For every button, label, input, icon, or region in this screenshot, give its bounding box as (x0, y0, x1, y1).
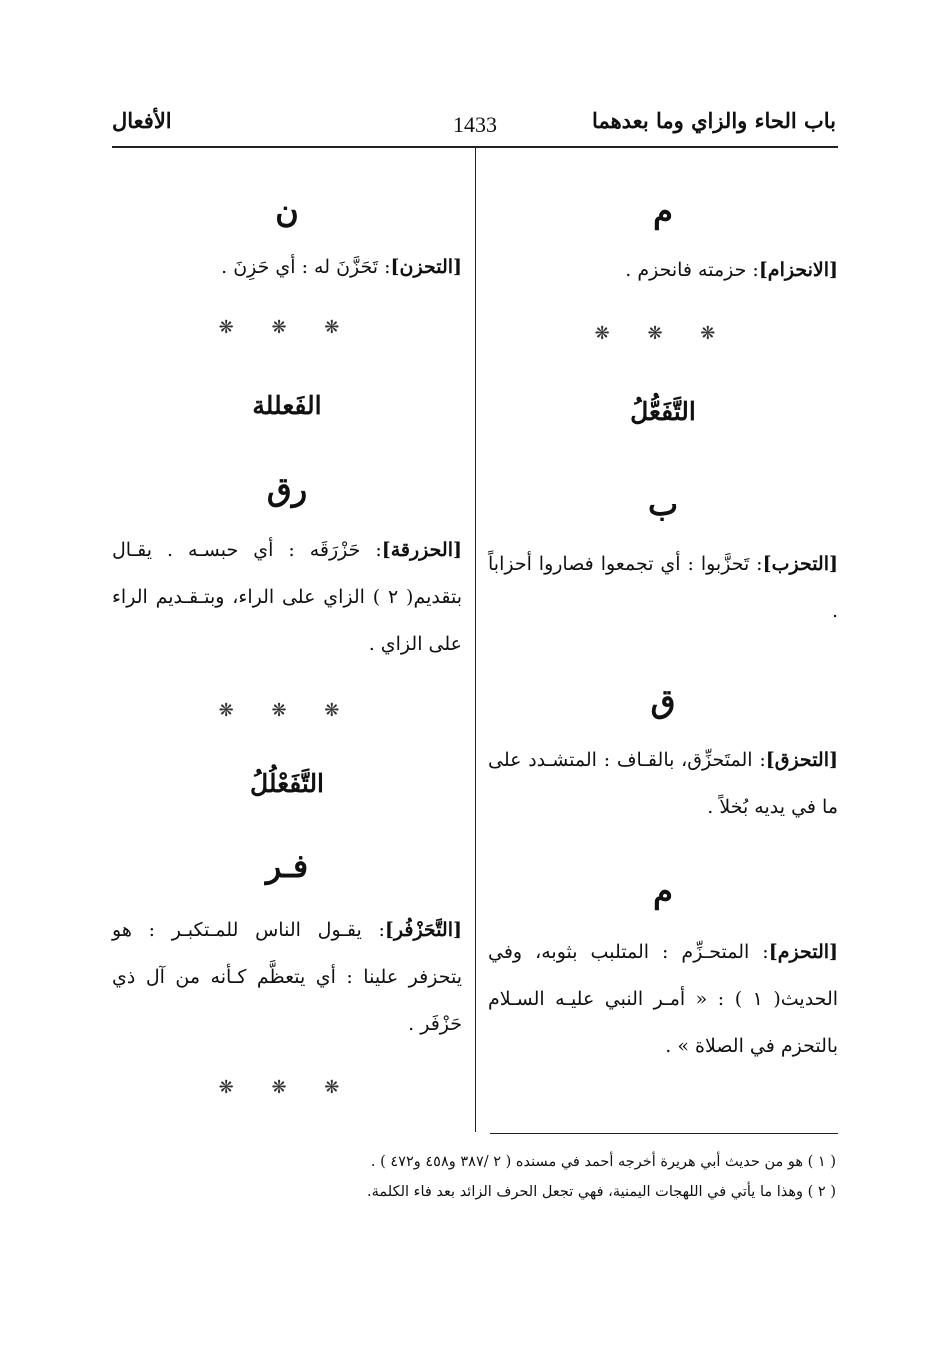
entry-term: [الانحزام] (758, 259, 838, 281)
section-separator: ❋ ❋ ❋ (218, 1077, 356, 1098)
entry-definition: : تَحزَّبوا : أي تجمعوا فصاروا أحزاباً . (488, 553, 838, 622)
entry-definition: : حَزْرَقَه : أي حبسـه . يقـال بتقديم( ٢ ) الزاي على الراء، وبتـقـديم الراء على الزاي . (112, 539, 462, 655)
dictionary-entry (488, 929, 838, 1070)
root-letter-heading: ب (647, 485, 679, 523)
root-letter-heading: م (653, 192, 673, 230)
entry-term: [التَّحَزْفُر] (384, 919, 462, 941)
entry-term: [الحزرقة] (381, 539, 462, 561)
category-title: الأفعال (112, 108, 172, 133)
footnote: ( ١ ) هو من حديث أبي هريرة أخرجه أحمد في مسنده ( ٢ /٣٨٧ و٤٥٨ و٤٧٢ ) . (370, 1154, 836, 1170)
section-title: باب الحاء والزاي وما بعدهما (592, 108, 836, 133)
column-divider (475, 147, 476, 1132)
dictionary-entry (112, 527, 462, 668)
footnote-rule (490, 1133, 838, 1134)
footnote: ( ٢ ) وهذا ما يأتي في اللهجات اليمنية، فهي تجعل الحرف الزائد بعد فاء الكلمة. (367, 1184, 836, 1200)
dictionary-entry (112, 907, 462, 1048)
dictionary-entry (488, 541, 838, 635)
root-letter-heading: ن (275, 192, 299, 230)
entry-definition: : تَحَزَّنَ له : أي حَزِنَ . (221, 256, 391, 278)
entry-term: [التحزق] (765, 749, 838, 771)
root-letter-heading: رق (266, 470, 308, 508)
entry-definition: : حزمته فانحزم . (625, 259, 759, 281)
entry-term: [التحزن] (390, 256, 462, 278)
root-letter-heading: ق (650, 682, 676, 720)
section-separator: ❋ ❋ ❋ (594, 323, 732, 344)
left-column (112, 147, 462, 1132)
section-separator: ❋ ❋ ❋ (218, 700, 356, 721)
entry-definition: : المتحـزِّم : المتلبب بثوبه، وفي الحديث( ١ ) : « أمـر النبي عليـه السـلام بالتحزم في الصلاة » . (488, 941, 839, 1057)
entry-definition: : يقـول الناس للمـتكبـر : هو يتحزفر علينا : أي يتعظَّم كـأنه من آل ذي حَزْفَر . (112, 919, 462, 1035)
morphological-form-heading: التَّفَعُّلُ (630, 397, 696, 426)
dictionary-entry (112, 244, 462, 291)
page-number: 1433 (453, 112, 497, 137)
entry-term: [التحزم] (768, 941, 838, 963)
root-letter-heading: م (653, 872, 673, 910)
right-column (488, 147, 838, 1132)
root-letter-heading: فـر (265, 847, 309, 885)
dictionary-entry (488, 247, 838, 294)
morphological-form-heading: التَّفَعْلُلُ (249, 769, 325, 798)
morphological-form-heading: الفَعللة (252, 391, 322, 420)
entry-term: [التحزب] (762, 553, 838, 575)
entry-definition: : المتَحزِّق، بالقـاف : المتشـدد على ما في يديه بُخلاً . (488, 749, 838, 818)
section-separator: ❋ ❋ ❋ (218, 317, 356, 338)
dictionary-entry (488, 737, 838, 831)
